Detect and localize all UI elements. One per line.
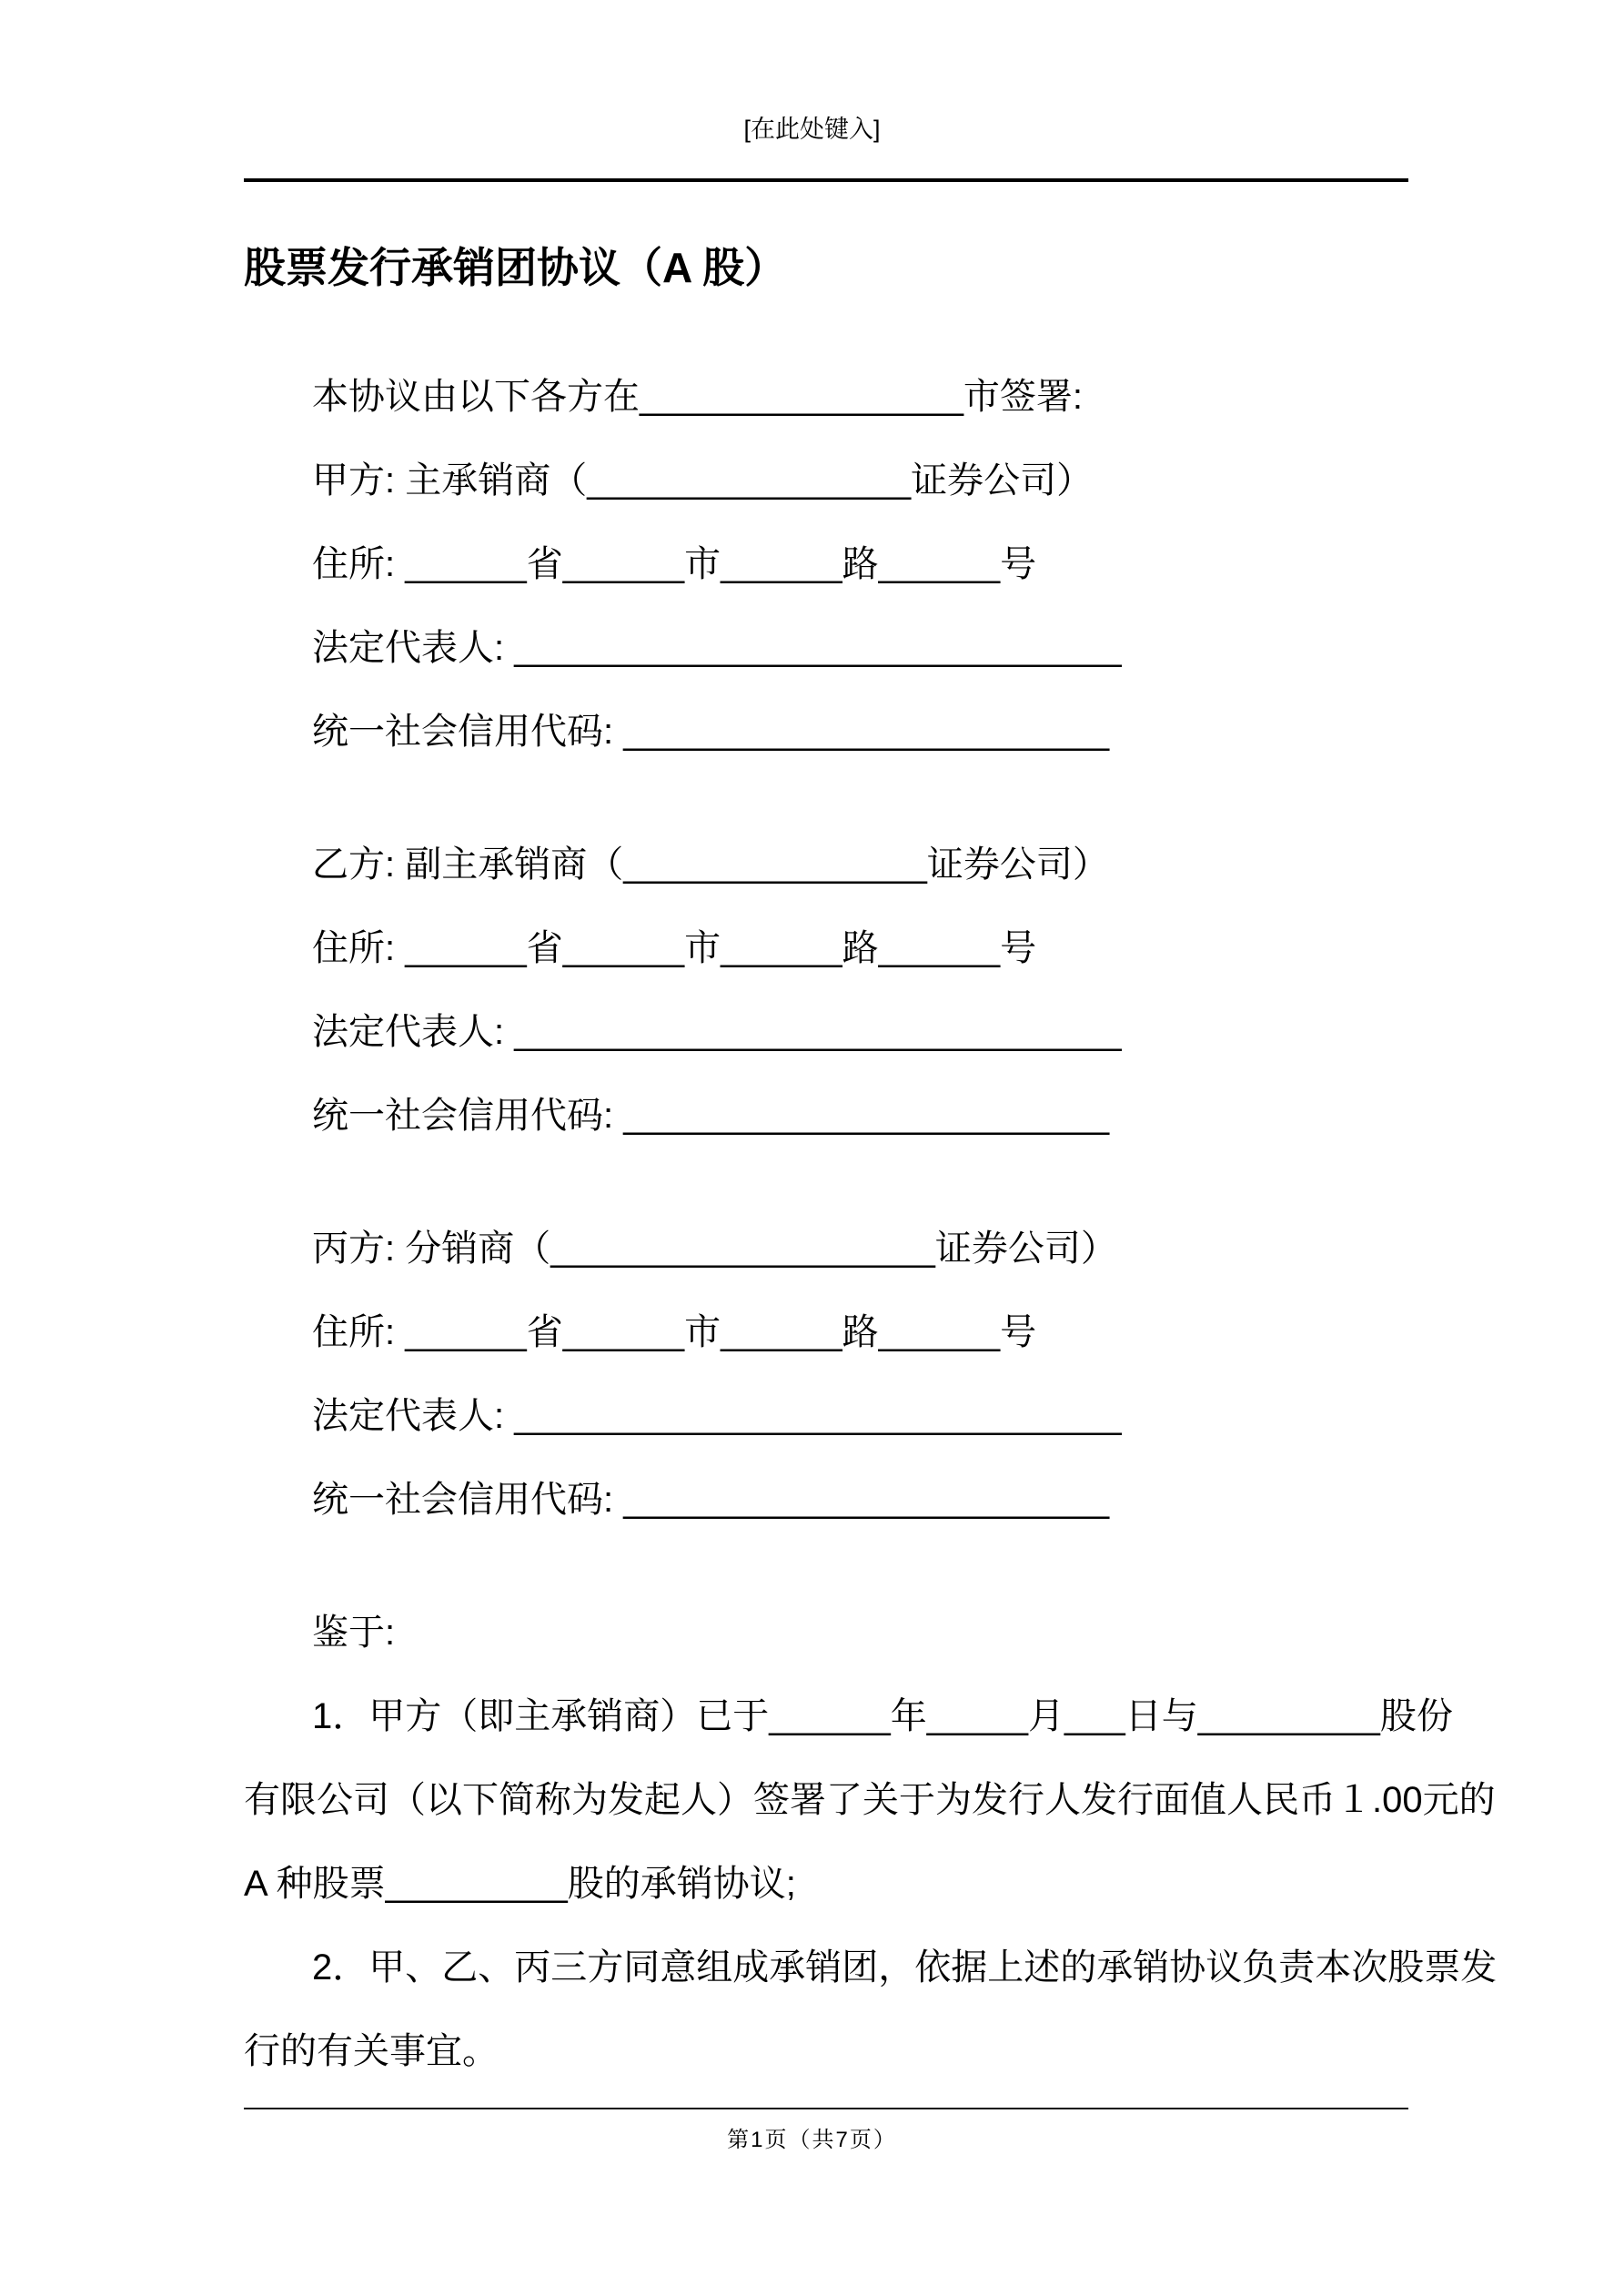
document-line: 乙方: 副主承销商（_______________证券公司） [312,845,1109,885]
footer-page-number: 第1页（共7页） [727,2128,897,2152]
document-line: 1．甲方（即主承销商）已于______年_____月___日与_________股份 [312,1696,1453,1736]
document-line: A 种股票_________股的承销协议; [244,1864,796,1904]
document-line: 统一社会信用代码: ________________________ [312,1096,1110,1136]
page-title: 股票发行承销团协议（A 股） [244,244,787,291]
document-line: 法定代表人: ______________________________ [312,1396,1122,1436]
document-line: 2．甲、乙、丙三方同意组成承销团，依据上述的承销协议负责本次股票发 [312,1947,1498,1988]
document-line: 丙方: 分销商（___________________证券公司） [312,1229,1117,1269]
document-line: 行的有关事宜。 [244,2031,499,2071]
document-line: 法定代表人: ______________________________ [312,628,1122,668]
header-placeholder: [在此处键入] [743,116,881,143]
document-line: 统一社会信用代码: ________________________ [312,712,1110,752]
document-line: 法定代表人: ______________________________ [312,1012,1122,1052]
document-body [244,355,1498,2093]
document-line: 住所: ______省______市______路______号 [312,928,1037,968]
footer-rule [244,2108,1408,2109]
document-line: 住所: ______省______市______路______号 [312,544,1037,584]
document-line: 有限公司（以下简称为发起人）签署了关于为发行人发行面值人民币１.00元的 [244,1780,1496,1820]
header-rule [244,178,1408,182]
document-line: 甲方: 主承销商（________________证券公司） [312,460,1094,501]
document-line: 鉴于: [312,1613,396,1653]
document-line: 住所: ______省______市______路______号 [312,1312,1037,1352]
document-line: 统一社会信用代码: ________________________ [312,1480,1110,1520]
document-line: 本协议由以下各方在________________市签署: [312,377,1084,417]
